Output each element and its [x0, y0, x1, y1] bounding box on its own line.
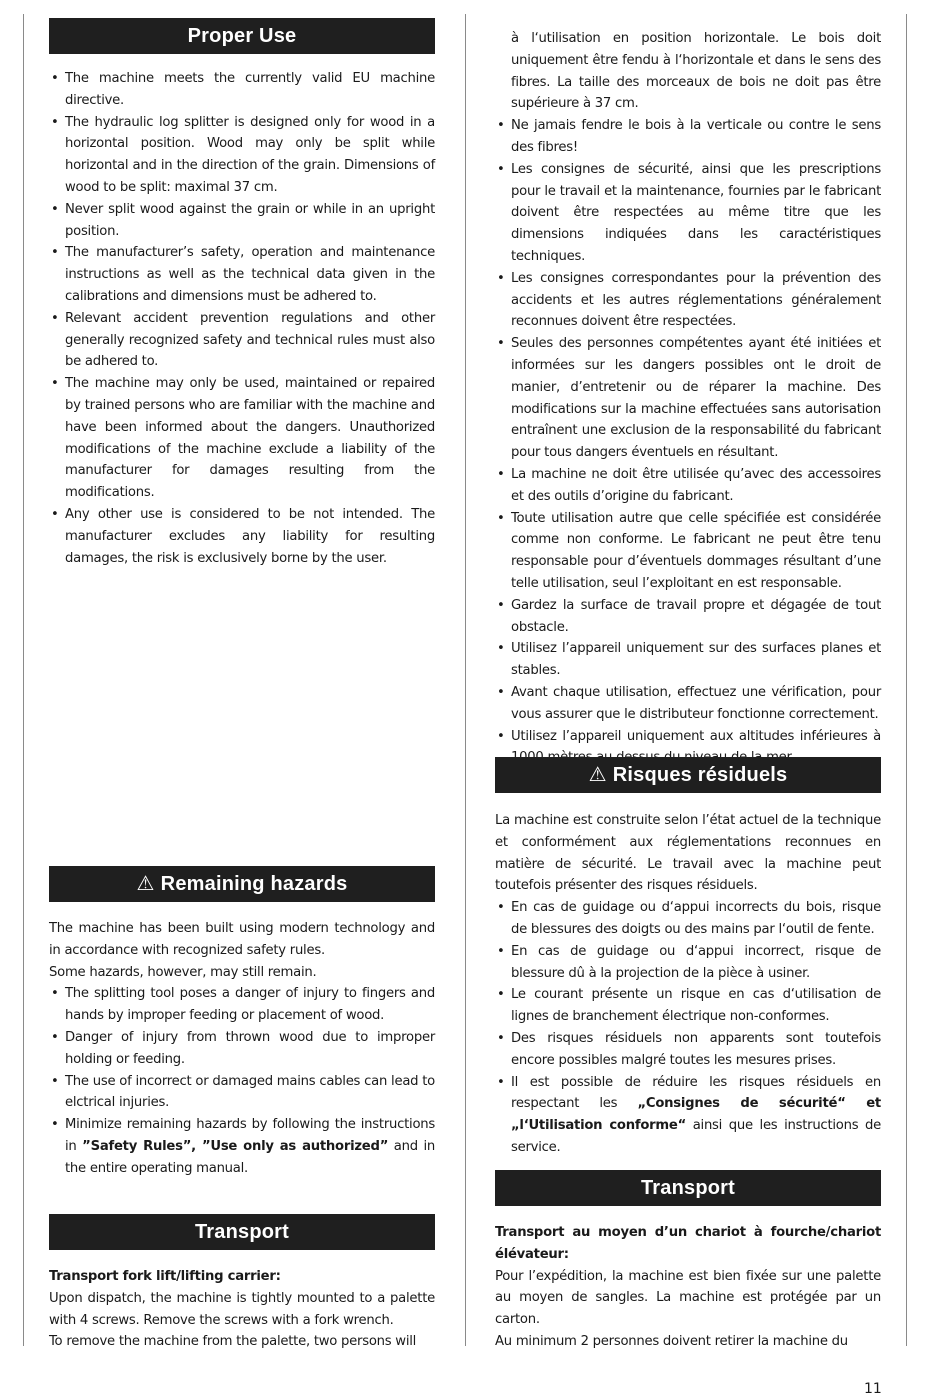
subheading: Transport au moyen d’un chariot à fourche/chariot élévateur: — [495, 1225, 881, 1262]
emphasis: „Consignes de sécurité“ et „l‘Utilisation conforme“ — [511, 1096, 881, 1134]
list-item: • The use of incorrect or damaged mains cables can lead to elctrical injuries. — [49, 1071, 435, 1115]
section-title: Proper Use — [187, 25, 297, 47]
text: Minimize remaining hazards by following the instructions in — [65, 1117, 435, 1154]
fr-continued-lead: à l‘utilisation en position horizontale. Le bois doit uniquement être fendu à l‘horizontale et dans le sens des fibres. La taille des morceaux de bois ne doit pas être supérieure à 37 cm. — [511, 31, 881, 112]
paragraph: Pour l’expédition, la machine est bien fixée sur une palette au moyen de sangles. La machine est protégée par un carton. — [495, 1268, 881, 1328]
section-title: Transport — [194, 1221, 290, 1243]
list-item: • Seules des personnes compétentes ayant été initiées et informées sur les dangers possibles ont le droit de manier, d’entretenir ou de réparer la machine. Des modifications sur la machine effectuées sans autorisation entraînent une exclusion de la responsabilité du fabricant pour tous dangers éventuels en résultant. — [495, 333, 881, 464]
text: Il est possible de réduire les risques résiduels en respectant les — [511, 1074, 881, 1112]
section-header-risques — [495, 757, 881, 793]
list-item: • Any other use is considered to be not intended. The manufacturer excludes any liability for resulting damages, the risk is exclusively borne by the user. — [49, 504, 435, 569]
list-item: • La machine ne doit être utilisée qu’avec des accessoires et des outils d’origine du fabricant. — [495, 464, 881, 508]
warning-triangle-icon: ⚠ — [588, 764, 607, 786]
list-item: • The manufacturer’s safety, operation and maintenance instructions as well as the technical data given in the calibrations and dimensions must be adhered to. — [49, 242, 435, 307]
risques-list — [495, 897, 881, 1159]
left-margin-rule — [23, 14, 24, 1346]
remaining-hazards-body — [49, 918, 435, 1180]
list-item: • Avant chaque utilisation, effectuez une vérification, pour vous assurer que le distributeur fonctionne correctement. — [495, 682, 881, 726]
paragraph: La machine est construite selon l’état actuel de la technique et conformément aux réglementations reconnues en matière de sécurité. Le travail avec la machine peut toutefois présenter des risques résiduels. — [495, 813, 881, 894]
emphasis: ”Safety Rules”, ”Use only as authorized” — [82, 1138, 389, 1154]
list-item: • En cas de guidage ou d‘appui incorrects du bois, risque de blessures des doigts ou des mains par l‘outil de fente. — [495, 897, 881, 941]
paragraph: Upon dispatch, the machine is tightly mounted to a palette with 4 screws. Remove the screws with a fork wrench. — [49, 1290, 435, 1328]
subheading: Transport fork lift/lifting carrier: — [49, 1269, 281, 1284]
section-header-transport-fr — [495, 1170, 881, 1206]
section-header-proper-use — [49, 18, 435, 54]
list-item — [495, 1072, 881, 1159]
left-column — [49, 18, 435, 1350]
list-item: • Ne jamais fendre le bois à la verticale ou contre le sens des fibres! — [495, 115, 881, 159]
list-item: • Gardez la surface de travail propre et dégagée de tout obstacle. — [495, 595, 881, 639]
list-item: • Les consignes de sécurité, ainsi que les prescriptions pour le travail et la maintenance, fournies par le fabricant doivent être respectées au même titre que les dimensions indiquées dans les caractéristiques techniques. — [495, 159, 881, 268]
list-item: • Le courant présente un risque en cas d‘utilisation de lignes de branchement électrique non-conformes. — [495, 984, 881, 1028]
text: and in the entire operating manual. — [65, 1138, 435, 1176]
list-item: • The machine may only be used, maintained or repaired by trained persons who are familiar with the machine and have been informed about the dangers. Unauthorized modifications of the machine exclude a liability of the manufacturer for damages resulting from the modifications. — [49, 373, 435, 504]
paragraph: Au minimum 2 personnes doivent retirer la machine du — [495, 1333, 848, 1349]
list-item: • Never split wood against the grain or while in an upright position. — [49, 199, 435, 243]
warning-triangle-icon: ⚠ — [136, 873, 155, 895]
list-item: • The machine meets the currently valid EU machine directive. — [49, 68, 435, 112]
fr-proper-use-list — [495, 115, 881, 769]
column-divider — [465, 14, 466, 1346]
paragraph: Some hazards, however, may still remain. — [49, 964, 317, 980]
list-item: • Les consignes correspondantes pour la prévention des accidents et les autres réglementations généralement reconnues doivent être respectées. — [495, 268, 881, 333]
list-item: • Toute utilisation autre que celle spécifiée est considérée comme non conforme. Le fabricant ne peut être tenu responsable pour d’éventuels dommages résultant d’une telle utilisation, seul l’exploitant en est responsable. — [495, 508, 881, 595]
transport-fr-body — [495, 1222, 881, 1353]
section-title: Risques résiduels — [612, 764, 788, 786]
list-item: • Des risques résiduels non apparents sont toutefois encore possibles malgré toutes les mesures prises. — [495, 1028, 881, 1072]
list-item: • The hydraulic log splitter is designed only for wood in a horizontal position. Wood may only be split while horizontal and in the direction of the grain. Dimensions of wood to be split: maximal 37 cm. — [49, 112, 435, 199]
list-item — [49, 1114, 435, 1179]
section-title: Transport — [640, 1177, 736, 1199]
page-number: 11 — [864, 1381, 882, 1397]
paragraph: The machine has been built using modern technology and in accordance with recognized safety rules. — [49, 921, 435, 958]
proper-use-list — [49, 68, 435, 569]
paragraph: To remove the machine from the palette, two persons will — [49, 1334, 417, 1350]
section-header-transport — [49, 1214, 435, 1250]
list-item: • Utilisez l’appareil uniquement sur des surfaces planes et stables. — [495, 638, 881, 682]
list-item: • Utilisez l’appareil uniquement aux altitudes inférieures à — [495, 726, 881, 770]
transport-en-body — [49, 1266, 435, 1353]
text: ainsi que les instructions de service. — [511, 1118, 881, 1155]
list-item: • Relevant accident prevention regulations and other generally recognized safety and technical rules must also be adhered to. — [49, 308, 435, 373]
section-title: Remaining hazards — [160, 873, 348, 895]
section-header-remaining-hazards — [49, 866, 435, 902]
list-item: • En cas de guidage ou d‘appui incorrect, risque de blessure dû à la projection de la pièce à usiner. — [495, 941, 881, 985]
list-item: • Danger of injury from thrown wood due to improper holding or feeding. — [49, 1027, 435, 1071]
risques-body — [495, 810, 881, 1159]
right-column — [495, 28, 881, 1349]
remaining-hazards-list — [49, 983, 435, 1179]
list-item: • The splitting tool poses a danger of injury to fingers and hands by improper feeding or placement of wood. — [49, 983, 435, 1027]
right-margin-rule — [906, 14, 907, 1346]
